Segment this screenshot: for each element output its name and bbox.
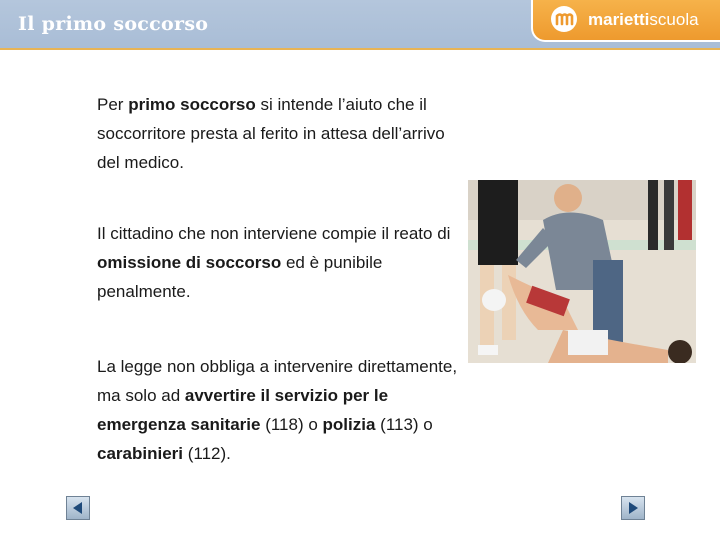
logo-mark-icon [551, 6, 577, 32]
arrow-right-icon [622, 497, 644, 519]
header-bar [0, 0, 720, 50]
text: si intende l’aiuto che il soccorritore presta al ferito in attesa dell’arrivo del medico. [97, 95, 445, 172]
text: La legge non obbliga a intervenire direttamente, ma solo ad [97, 357, 458, 405]
arrow-left-icon [67, 497, 89, 519]
next-slide-button[interactable] [621, 496, 645, 520]
logo-text [588, 10, 699, 30]
text: ed è punibile penalmente. [97, 253, 383, 301]
logo-brand-bold: marietti [588, 10, 650, 29]
bold-term: carabinieri [97, 444, 183, 463]
page-title: Il primo soccorso [18, 13, 209, 35]
paragraph-definition [97, 90, 447, 177]
text: (113) o [375, 415, 433, 434]
previous-slide-button[interactable] [66, 496, 90, 520]
text: Il cittadino che non interviene compie il reato di [97, 224, 451, 243]
text: (118) o [260, 415, 323, 434]
bold-term: primo soccorso [128, 95, 256, 114]
text: (112). [183, 444, 231, 463]
first-aid-photo [468, 180, 696, 363]
bold-term: avvertire il servizio per le emergenza sanitarie [97, 386, 389, 434]
bold-term: omissione di soccorso [97, 253, 282, 272]
text: Per [97, 95, 129, 114]
publisher-logo [531, 0, 720, 42]
bold-term: polizia [322, 415, 376, 434]
logo-brand-light: scuola [649, 10, 699, 29]
paragraph-omission [97, 219, 457, 306]
paragraph-law [97, 352, 477, 468]
